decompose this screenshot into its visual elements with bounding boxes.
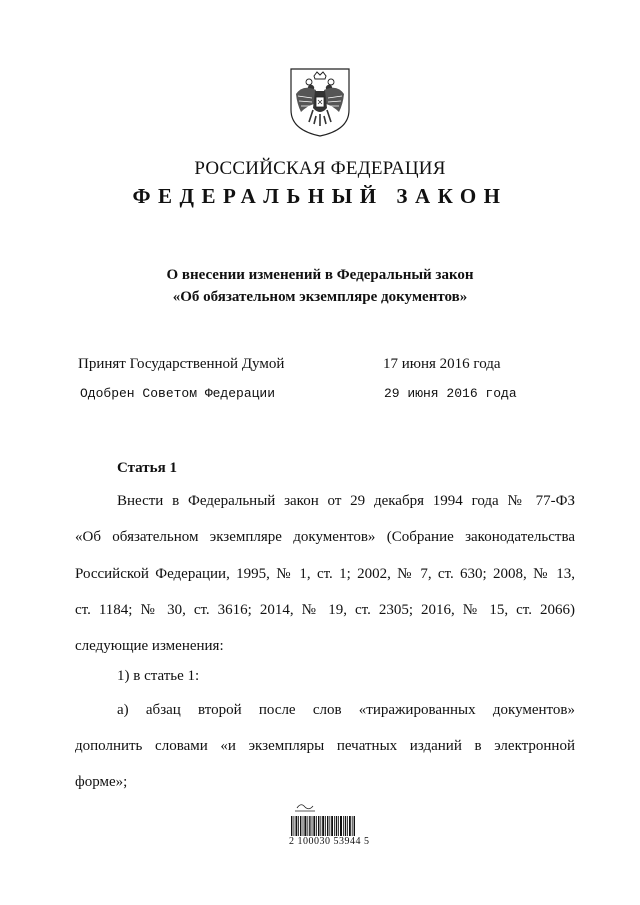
law-subject: [0, 264, 640, 308]
article-title: Статья 1: [117, 460, 177, 476]
sub-item-line: а) абзац второй после слов «тиражированных документов»: [117, 702, 575, 718]
subject-line: О внесении изменений в Федеральный закон: [166, 267, 474, 283]
sub-item-line: форме»;: [75, 774, 128, 790]
article-text-line: Российской Федерации, 1995, № 1, ст. 1; 2002, № 7, ст. 630; 2008, № 13,: [75, 566, 575, 582]
duma-adoption-label: Принят Государственной Думой: [78, 356, 285, 372]
barcode-number: 2 100030 53944 5: [289, 836, 370, 847]
council-approval-label: Одобрен Советом Федерации: [80, 386, 276, 401]
article-text-line: Внести в Федеральный закон от 29 декабря 1994 года № 77-ФЗ: [117, 493, 575, 509]
list-item: 1) в статье 1:: [117, 668, 200, 684]
duma-adoption-date: 17 июня 2016 года: [383, 356, 501, 372]
coat-of-arms-emblem: [287, 66, 353, 138]
council-approval-date: 29 июня 2016 года: [384, 386, 517, 401]
sub-item-line: дополнить словами «и экземпляры печатных изданий в электронной: [75, 738, 575, 754]
article-text-line: следующие изменения:: [75, 638, 224, 654]
document-type: ФЕДЕРАЛЬНЫЙ ЗАКОН: [132, 184, 508, 208]
subject-line: «Об обязательном экземпляре документов»: [172, 289, 468, 305]
country-name: РОССИЙСКАЯ ФЕДЕРАЦИЯ: [194, 158, 446, 179]
article-text-line: ст. 1184; № 30, ст. 3616; 2014, № 19, ст. 2305; 2016, № 15, ст. 2066): [75, 602, 575, 618]
article-text-line: «Об обязательном экземпляре документов» (Собрание законодательства: [75, 529, 575, 545]
